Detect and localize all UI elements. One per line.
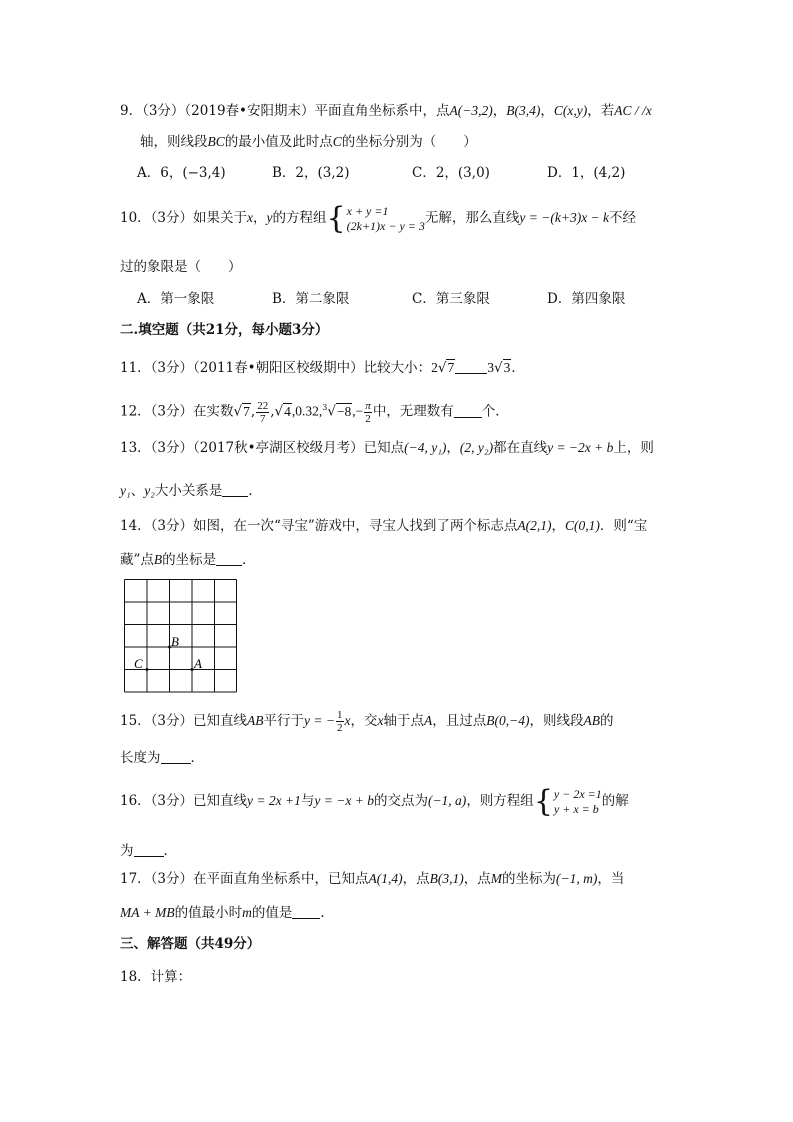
q10-text: 的方程组	[272, 210, 327, 226]
q17-point-m: M	[490, 871, 503, 886]
q13-text: 13．（3分）（2017秋•亭湖区校级月考）已知点	[120, 440, 405, 456]
q11-text: ．	[511, 360, 525, 376]
q16-line-2: y = −x + b	[314, 793, 374, 808]
q10-line2: 过的象限是（ ）	[120, 259, 242, 275]
q14-text: 藏”点	[120, 552, 154, 568]
q14-text: 的坐标是	[162, 552, 217, 568]
q13-point-1: (−4, y₁)	[404, 440, 447, 455]
grid-point-c	[146, 668, 149, 671]
q17-text: 的值是	[251, 905, 293, 921]
q9-point-b: B(3,4)	[506, 103, 541, 118]
q10-eq2: (2k+1)x − y = 3	[346, 218, 425, 233]
q15-a: A	[424, 713, 433, 728]
q17-line2	[120, 903, 334, 923]
q9-option-b[interactable]: B．2，(3,2)	[272, 165, 350, 181]
q10-option-d[interactable]: D．第四象限	[547, 291, 626, 307]
q17-text: 的值最小时	[174, 905, 243, 921]
q17-line1	[120, 869, 624, 889]
q14-sep: ，	[551, 518, 565, 534]
q16-text: ．	[163, 843, 177, 859]
q14-line2	[120, 550, 256, 570]
q11-coef-a: 2	[431, 360, 438, 375]
q9-sep: ，	[492, 103, 507, 119]
q16-text: 为	[120, 843, 134, 859]
q17-point-a: A(1,4)	[368, 871, 403, 886]
q16-line-1: y = 2x +1	[247, 793, 301, 808]
q15-text: ，交	[350, 713, 378, 729]
q17-text: 17．（3分）在平面直角坐标系中，已知点	[120, 871, 369, 887]
q17-expression: MA + MB	[120, 905, 175, 920]
q11-coef-b: 3	[487, 360, 494, 375]
q16-answer-blank[interactable]	[134, 842, 164, 857]
q15-text: 长度为	[120, 750, 161, 766]
section-heading-solutions: 三、解答题（共49分）	[120, 936, 261, 952]
brace-icon: {	[533, 783, 553, 819]
q17-text: ，当	[597, 871, 625, 887]
q16-line2	[120, 841, 177, 861]
q10-sep: ，	[253, 210, 267, 226]
q12-pi-den: 2	[365, 412, 371, 425]
q15-ab: AB	[247, 713, 264, 728]
q12-text: 中，无理数有	[372, 403, 454, 420]
q12-radicand-3: −8	[336, 403, 352, 419]
q15-ab: AB	[583, 713, 600, 728]
q13-text: 都在直线	[493, 440, 548, 456]
q14-answer-blank[interactable]	[216, 551, 242, 566]
q12-cube-index: 3	[322, 403, 328, 412]
q14-point-c: C(0,1)	[564, 518, 600, 533]
q17-text: ，点	[402, 871, 430, 887]
q13-y2: y₂	[144, 483, 155, 498]
q17-point-b: B(3,1)	[429, 871, 464, 886]
q15-answer-blank[interactable]	[161, 749, 191, 764]
q10-line1	[120, 201, 636, 235]
q13-text: ．	[248, 483, 262, 499]
q12-line: 12．（3分）在实数√7, $\frac{22}{7}$ ,√4,0.32,$^3$√−8,− $\frac{\pi}{2}$ 中，无理数有 个．	[120, 399, 509, 425]
q9-point-c: C	[332, 134, 342, 149]
q15-x: x	[344, 713, 351, 728]
q10-option-a[interactable]: A．第一象限	[137, 291, 215, 307]
section-heading-fill-in: 二.填空题（共21分，每小题3分）	[120, 322, 329, 338]
q15-fraction	[336, 709, 344, 734]
q11-radicand-a: 7	[447, 360, 455, 375]
q12-radicand-2: 4	[284, 403, 291, 419]
q13-answer-blank[interactable]	[222, 482, 248, 497]
q11-radicand-b: 3	[503, 360, 511, 375]
q16-text: 的解	[601, 793, 629, 809]
q12-answer-blank[interactable]	[454, 403, 482, 418]
q13-line-equation: y = −2x + b	[547, 440, 614, 455]
q11-text: 11．（3分）（2011春•朝阳区校级期中）比较大小：	[120, 360, 432, 376]
q12-text: ,−	[352, 403, 364, 419]
q16-intersection: (−1, a)	[427, 793, 467, 808]
q15-text: 的	[599, 713, 614, 729]
q9-text: ，若	[587, 103, 615, 119]
q15-text: ，则线段	[529, 713, 584, 729]
q15-text: 平行于	[263, 713, 305, 729]
grid-lines	[125, 580, 237, 693]
q10-text: 10．（3分）如果关于	[120, 210, 248, 226]
q9-text: 9．（3分）（2019春•安阳期末）平面直角坐标系中，点	[120, 103, 450, 119]
q10-equation-system	[347, 204, 425, 234]
q16-text: 16．（3分）已知直线	[120, 793, 248, 809]
q12-text: 12．（3分）在实数	[120, 403, 234, 420]
q11-line: 11．（3分）（2011春•朝阳区校级期中）比较大小：2√7 3√3．	[120, 360, 525, 376]
q10-text: 无解，那么直线	[424, 210, 520, 226]
q15-point-b: B(0,−4)	[486, 713, 530, 728]
q9-line2	[140, 132, 477, 152]
q9-text: 的坐标分别为（ ）	[341, 134, 477, 150]
q18-line: 18．计算：	[120, 969, 192, 985]
q14-text: ．则“宝	[599, 518, 648, 534]
q15-text: ，且过点	[432, 713, 487, 729]
q9-text: 轴，则线段	[140, 134, 208, 150]
grid-label-b: B	[171, 634, 179, 649]
q9-sep: ，	[540, 103, 554, 119]
q15-frac-den: 2	[337, 722, 343, 734]
q15-axis: x	[377, 713, 384, 728]
q14-grid-figure	[124, 579, 238, 694]
q10-text: 不经	[609, 210, 637, 226]
q15-text: 轴于点	[383, 713, 424, 729]
q12-text: ,0.32,	[291, 403, 323, 419]
q14-point-b: B	[153, 552, 163, 567]
q15-line2	[120, 748, 204, 768]
q17-point-m-coords: (−1, m)	[556, 871, 598, 886]
q16-text: ，则方程组	[466, 793, 534, 809]
q12-text: 个．	[481, 403, 509, 420]
q13-line2	[120, 481, 262, 501]
q9-option-a[interactable]: A．6，(−3,4)	[137, 165, 226, 181]
q13-sep: 、	[130, 483, 145, 499]
q10-var-x: x	[247, 210, 254, 225]
q12-radicand-1: 7	[243, 403, 250, 419]
q12-fraction	[256, 400, 269, 425]
q9-text: 的最小值及此时点	[224, 134, 333, 150]
q12-frac-num: 22	[257, 399, 269, 412]
q16-line1	[120, 784, 629, 818]
q15-line1	[120, 706, 613, 736]
q13-line1	[120, 438, 654, 458]
q15-text: 15．（3分）已知直线	[120, 713, 248, 729]
q11-answer-blank[interactable]	[455, 359, 487, 374]
q10-line-equation: y = −(k+3)x − k	[519, 210, 610, 225]
q16-eq1: y − 2x =1	[553, 786, 602, 801]
q16-equation-system	[554, 787, 602, 817]
q17-text: ．	[320, 905, 334, 921]
q12-frac-den: 7	[259, 412, 266, 425]
q13-text: 上，则	[613, 440, 654, 456]
q16-text: 与	[300, 793, 315, 809]
q13-text: 大小关系是	[154, 483, 223, 499]
q9-condition: AC / /x	[614, 103, 652, 118]
q15-equation: y = −	[304, 713, 335, 728]
q10-eq1: x + y =1	[346, 203, 389, 218]
q10-option-b[interactable]: B．第二象限	[272, 291, 350, 307]
q17-text: 的坐标为	[502, 871, 557, 887]
q15-text: ．	[190, 750, 204, 766]
q16-eq2: y + x = b	[553, 801, 599, 816]
q9-option-d[interactable]: D．1，(4,2)	[547, 165, 626, 181]
q13-point-2: (2, y₂)	[459, 440, 494, 455]
q13-sep: ，	[446, 440, 460, 456]
q17-m: m	[242, 905, 252, 920]
q17-text: ，点	[463, 871, 491, 887]
q12-pi-fraction	[364, 400, 372, 425]
q16-text: 的交点为	[373, 793, 428, 809]
q10-var-y: y	[266, 210, 273, 225]
q14-text: ．	[242, 552, 256, 568]
q12-pi: π	[365, 399, 371, 412]
q9-point-c: C(x,y)	[553, 103, 588, 118]
q9-option-c[interactable]: C．2，(3,0)	[412, 165, 490, 181]
q9-segment: BC	[207, 134, 225, 149]
q9-line1	[120, 101, 652, 121]
brace-icon: {	[326, 200, 346, 236]
q14-line1	[120, 516, 647, 536]
q15-frac-num: 1	[337, 709, 343, 721]
q17-answer-blank[interactable]	[292, 904, 320, 919]
grid-label-c: C	[134, 656, 143, 671]
q9-point-a: A(−3,2)	[449, 103, 493, 118]
grid-label-a: A	[194, 656, 202, 671]
q13-y1: y₁	[120, 483, 131, 498]
q10-option-c[interactable]: C．第三象限	[412, 291, 490, 307]
q14-point-a: A(2,1)	[517, 518, 552, 533]
q14-text: 14．（3分）如图，在一次“寻宝”游戏中，寻宝人找到了两个标志点	[120, 518, 518, 534]
